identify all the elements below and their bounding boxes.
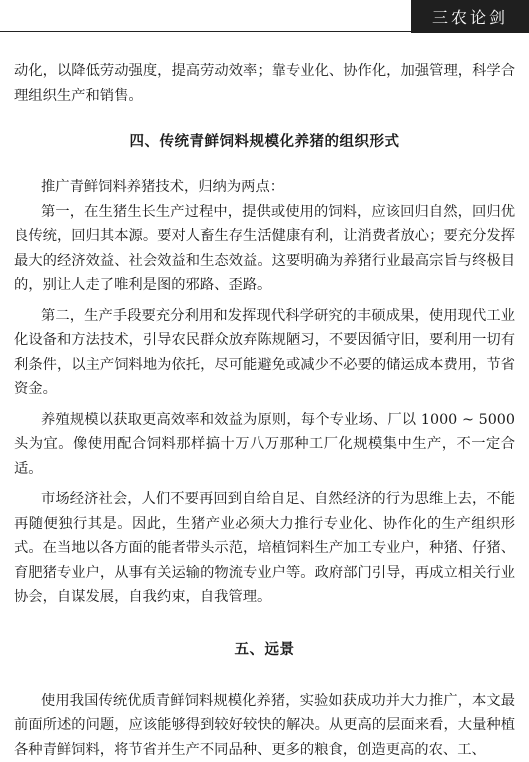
paragraph-1: 推广青鲜饲料养猪技术，归纳为两点：	[0, 175, 529, 200]
header-rule	[0, 31, 411, 32]
section-header-tab: 三农论剑	[411, 0, 529, 33]
section-heading-5: 五、远景	[0, 638, 529, 659]
section-heading-4: 四、传统青鲜饲料规模化养猪的组织形式	[0, 130, 529, 151]
paragraph-6: 使用我国传统优质青鲜饲料规模化养猪，实验如获成功并大力推广，本文最前面所述的问题，应该能够得到较好较快的解决。从更高的层面来看，大量种植各种青鲜饲料，将节省并生产不同品种、更多的粮食，创造更高的农、工、	[0, 689, 529, 762]
paragraph-4: 养殖规模以获取更高效率和效益为原则，每个专业场、厂以 1000 ~ 5000 头为宜。像使用配合饲料那样搞十万八万那种工厂化规模集中生产，不一定合适。	[0, 408, 529, 482]
paragraph-5: 市场经济社会，人们不要再回到自给自足、自然经济的行为思维上去，不能再随便独行其是。因此，生猪产业必须大力推行专业化、协作化的生产组织形式。在当地以各方面的能者带头示范，培植饲料生产加工专业户，种猪、仔猪、育肥猪专业户，从事有关运输的物流专业户等。政府部门引导，再成立相关行业协会，自谋发展，自我约束，自我管理。	[0, 487, 529, 610]
page-body	[0, 59, 529, 762]
paragraph-continued: 动化，以降低劳动强度，提高劳动效率；靠专业化、协作化，加强管理，科学合理组织生产和销售。	[0, 59, 529, 108]
paragraph-2: 第一，在生猪生长生产过程中，提供或使用的饲料，应该回归自然，回归优良传统，回归其本源。要对人畜生存生活健康有利，让消费者放心；要充分发挥最大的经济效益、社会效益和生态效益。这要明确为养猪行业最高宗旨与终极目的，别让人走了唯利是图的邪路、歪路。	[0, 200, 529, 298]
paragraph-3: 第二，生产手段要充分利用和发挥现代科学研究的丰硕成果，使用现代工业化设备和方法技术，引导农民群众放弃陈规陋习，不要因循守旧，要利用一切有利条件，以主产饲料地为依托，尽可能避免或减少不必要的储运成本费用，节省资金。	[0, 304, 529, 402]
